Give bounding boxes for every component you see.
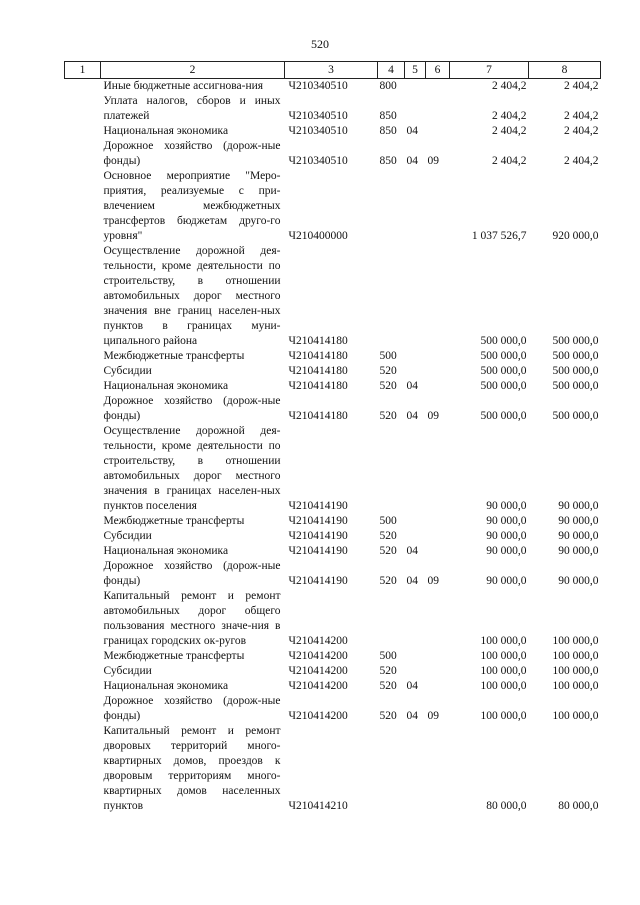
table-header-row <box>65 62 601 79</box>
row-subsection <box>426 544 450 559</box>
row-section <box>405 94 426 124</box>
row-subsection <box>426 679 450 694</box>
table-row <box>65 679 601 694</box>
row-section <box>405 364 426 379</box>
row-subsection <box>426 514 450 529</box>
table-row <box>65 589 601 649</box>
table-row <box>65 424 601 514</box>
row-subsection <box>426 529 450 544</box>
row-value-7: 500 000,0 <box>480 350 527 362</box>
row-expense-type: 500 <box>379 515 397 527</box>
table-row <box>65 364 601 379</box>
row-value-8: 90 000,0 <box>558 530 599 542</box>
table-row <box>65 514 601 529</box>
row-code: Ч210414190 <box>288 500 348 512</box>
empty-cell <box>65 679 101 694</box>
row-value-7: 90 000,0 <box>486 530 527 542</box>
row-value-7: 90 000,0 <box>486 515 527 527</box>
row-value-8: 90 000,0 <box>558 545 599 557</box>
row-value-7: 500 000,0 <box>480 335 527 347</box>
row-expense-type: 520 <box>379 575 397 587</box>
row-expense-type: 520 <box>379 545 397 557</box>
row-name: Субсидии <box>103 365 152 377</box>
row-code: Ч210340510 <box>288 125 348 137</box>
row-value-7: 100 000,0 <box>480 635 527 647</box>
row-code: Ч210414190 <box>288 515 348 527</box>
column-header: 5 <box>405 62 426 79</box>
row-subsection <box>426 169 450 244</box>
row-value-8: 500 000,0 <box>552 365 599 377</box>
row-code: Ч210414190 <box>288 530 348 542</box>
row-name: Капитальный ремонт и ремонт автомобильных дорог общего пользования местного значе-ния в границах городских ок-ругов <box>103 590 281 647</box>
row-name: Субсидии <box>103 665 152 677</box>
row-expense-type <box>378 244 405 349</box>
row-value-8: 100 000,0 <box>552 680 599 692</box>
row-value-8: 100 000,0 <box>552 635 599 647</box>
table-row <box>65 724 601 814</box>
row-subsection: 09 <box>427 575 439 587</box>
row-expense-type: 520 <box>379 680 397 692</box>
empty-cell <box>65 124 101 139</box>
page-number: 520 <box>311 37 329 51</box>
empty-cell <box>65 169 101 244</box>
row-expense-type: 520 <box>379 380 397 392</box>
row-expense-type: 520 <box>379 710 397 722</box>
row-subsection <box>426 94 450 124</box>
row-subsection <box>426 424 450 514</box>
row-expense-type: 850 <box>379 155 397 167</box>
row-subsection <box>426 349 450 364</box>
table-row <box>65 124 601 139</box>
row-value-7: 1 037 526,7 <box>471 230 527 242</box>
table-row <box>65 559 601 589</box>
row-value-7: 100 000,0 <box>480 680 527 692</box>
row-code: Ч210414200 <box>288 635 348 647</box>
row-value-8: 90 000,0 <box>558 575 599 587</box>
table-row <box>65 694 601 724</box>
row-name: Осуществление дорожной дея-тельности, кроме деятельности по строительству, в отношении автомобильных дорог местного значения в границах населен-ных пунктов поселения <box>103 425 281 512</box>
table-row <box>65 544 601 559</box>
column-header: 6 <box>426 62 450 79</box>
row-expense-type <box>378 724 405 814</box>
row-subsection <box>426 364 450 379</box>
row-section: 04 <box>406 380 418 392</box>
row-section <box>405 514 426 529</box>
column-header: 1 <box>65 62 101 79</box>
row-expense-type: 520 <box>379 410 397 422</box>
row-subsection: 09 <box>427 710 439 722</box>
empty-cell <box>65 244 101 349</box>
row-value-7: 500 000,0 <box>480 380 527 392</box>
row-value-7: 2 404,2 <box>492 110 527 122</box>
row-section <box>405 589 426 649</box>
row-value-8: 2 404,2 <box>564 110 599 122</box>
column-header: 2 <box>101 62 285 79</box>
row-value-7: 100 000,0 <box>480 710 527 722</box>
row-code: Ч210414200 <box>288 650 348 662</box>
row-section: 04 <box>406 575 418 587</box>
row-expense-type: 850 <box>379 110 397 122</box>
row-code: Ч210414200 <box>288 710 348 722</box>
table-row <box>65 244 601 349</box>
row-section <box>405 529 426 544</box>
row-value-8: 90 000,0 <box>558 515 599 527</box>
column-header: 3 <box>285 62 378 79</box>
row-section <box>405 244 426 349</box>
empty-cell <box>65 424 101 514</box>
row-expense-type <box>378 424 405 514</box>
row-expense-type: 850 <box>379 125 397 137</box>
row-value-7: 90 000,0 <box>486 575 527 587</box>
row-code: Ч210414200 <box>288 680 348 692</box>
column-header: 8 <box>529 62 601 79</box>
empty-cell <box>65 559 101 589</box>
row-value-7: 80 000,0 <box>486 800 527 812</box>
row-name: Национальная экономика <box>103 125 229 137</box>
row-subsection <box>426 379 450 394</box>
row-section <box>405 724 426 814</box>
column-header: 4 <box>378 62 405 79</box>
row-expense-type <box>378 169 405 244</box>
row-value-8: 80 000,0 <box>558 800 599 812</box>
row-value-8: 100 000,0 <box>552 710 599 722</box>
row-code: Ч210414190 <box>288 545 348 557</box>
row-expense-type <box>378 589 405 649</box>
row-section <box>405 664 426 679</box>
row-subsection <box>426 244 450 349</box>
row-name: Национальная экономика <box>103 380 229 392</box>
row-name: Межбюджетные трансферты <box>103 650 245 662</box>
row-name: Дорожное хозяйство (дорож-ные фонды) <box>103 695 281 722</box>
table-row <box>65 349 601 364</box>
row-expense-type: 500 <box>379 650 397 662</box>
row-code: Ч210400000 <box>288 230 348 242</box>
row-code: Ч210414180 <box>288 350 348 362</box>
row-subsection <box>426 589 450 649</box>
row-expense-type: 800 <box>379 80 397 92</box>
row-name: Межбюджетные трансферты <box>103 350 245 362</box>
row-value-7: 2 404,2 <box>492 80 527 92</box>
row-value-8: 500 000,0 <box>552 410 599 422</box>
row-expense-type: 520 <box>379 665 397 677</box>
row-code: Ч210414190 <box>288 575 348 587</box>
row-name: Национальная экономика <box>103 680 229 692</box>
row-subsection <box>426 649 450 664</box>
empty-cell <box>65 79 101 95</box>
row-name: Осуществление дорожной дея-тельности, кроме деятельности по строительству, в отношении автомобильных дорог местного значения вне границ населен-ных пунктов в границах муни-ципального района <box>103 245 281 347</box>
row-subsection <box>426 79 450 95</box>
row-name: Дорожное хозяйство (дорож-ные фонды) <box>103 560 281 587</box>
row-value-7: 90 000,0 <box>486 545 527 557</box>
row-name: Уплата налогов, сборов и иных платежей <box>103 95 281 122</box>
empty-cell <box>65 664 101 679</box>
row-value-8: 2 404,2 <box>564 155 599 167</box>
row-value-8: 500 000,0 <box>552 335 599 347</box>
table-row <box>65 139 601 169</box>
row-value-7: 500 000,0 <box>480 365 527 377</box>
table-row <box>65 649 601 664</box>
column-header: 7 <box>450 62 529 79</box>
row-section: 04 <box>406 410 418 422</box>
row-name: Основное мероприятие "Меро-приятия, реализуемые с при-влечением межбюджетных трансфертов бюджетам друго-го уровня" <box>103 170 281 242</box>
empty-cell <box>65 724 101 814</box>
row-value-7: 500 000,0 <box>480 410 527 422</box>
empty-cell <box>65 349 101 364</box>
row-expense-type: 520 <box>379 365 397 377</box>
empty-cell <box>65 589 101 649</box>
table-row <box>65 379 601 394</box>
row-code: Ч210340510 <box>288 155 348 167</box>
row-value-8: 500 000,0 <box>552 380 599 392</box>
row-name: Иные бюджетные ассигнова-ния <box>103 80 264 92</box>
row-name: Межбюджетные трансферты <box>103 515 245 527</box>
table-row <box>65 94 601 124</box>
row-code: Ч210340510 <box>288 80 348 92</box>
empty-cell <box>65 529 101 544</box>
row-section: 04 <box>406 155 418 167</box>
row-name: Дорожное хозяйство (дорож-ные фонды) <box>103 140 281 167</box>
row-value-8: 100 000,0 <box>552 650 599 662</box>
row-code: Ч210414210 <box>288 800 348 812</box>
row-subsection: 09 <box>427 155 439 167</box>
row-code: Ч210414180 <box>288 380 348 392</box>
row-value-7: 100 000,0 <box>480 665 527 677</box>
row-code: Ч210340510 <box>288 110 348 122</box>
table-body <box>65 79 601 815</box>
empty-cell <box>65 139 101 169</box>
row-section <box>405 424 426 514</box>
row-subsection <box>426 724 450 814</box>
row-name: Субсидии <box>103 530 152 542</box>
row-value-7: 100 000,0 <box>480 650 527 662</box>
row-value-8: 2 404,2 <box>564 80 599 92</box>
row-expense-type: 520 <box>379 530 397 542</box>
empty-cell <box>65 364 101 379</box>
table-row <box>65 394 601 424</box>
row-subsection <box>426 664 450 679</box>
empty-cell <box>65 94 101 124</box>
row-name: Национальная экономика <box>103 545 229 557</box>
row-section: 04 <box>406 545 418 557</box>
row-name: Капитальный ремонт и ремонт дворовых территорий много-квартирных домов, проездов к дворовым территориям много-квартирных домов населенных пунктов <box>103 725 281 812</box>
row-code: Ч210414180 <box>288 335 348 347</box>
row-value-8: 90 000,0 <box>558 500 599 512</box>
row-code: Ч210414180 <box>288 365 348 377</box>
row-name: Дорожное хозяйство (дорож-ные фонды) <box>103 395 281 422</box>
row-value-8: 920 000,0 <box>552 230 599 242</box>
row-expense-type: 500 <box>379 350 397 362</box>
row-section: 04 <box>406 710 418 722</box>
empty-cell <box>65 694 101 724</box>
row-value-8: 500 000,0 <box>552 350 599 362</box>
empty-cell <box>65 379 101 394</box>
row-section <box>405 169 426 244</box>
empty-cell <box>65 544 101 559</box>
row-section: 04 <box>406 125 418 137</box>
row-section <box>405 349 426 364</box>
table-row <box>65 169 601 244</box>
row-section <box>405 649 426 664</box>
budget-table <box>64 61 601 814</box>
row-value-8: 100 000,0 <box>552 665 599 677</box>
row-subsection <box>426 124 450 139</box>
table-row <box>65 664 601 679</box>
row-section <box>405 79 426 95</box>
table-row <box>65 79 601 95</box>
row-value-7: 90 000,0 <box>486 500 527 512</box>
empty-cell <box>65 514 101 529</box>
row-value-7: 2 404,2 <box>492 125 527 137</box>
row-code: Ч210414180 <box>288 410 348 422</box>
row-section: 04 <box>406 680 418 692</box>
empty-cell <box>65 649 101 664</box>
row-subsection: 09 <box>427 410 439 422</box>
row-value-7: 2 404,2 <box>492 155 527 167</box>
row-value-8: 2 404,2 <box>564 125 599 137</box>
row-code: Ч210414200 <box>288 665 348 677</box>
empty-cell <box>65 394 101 424</box>
table-row <box>65 529 601 544</box>
